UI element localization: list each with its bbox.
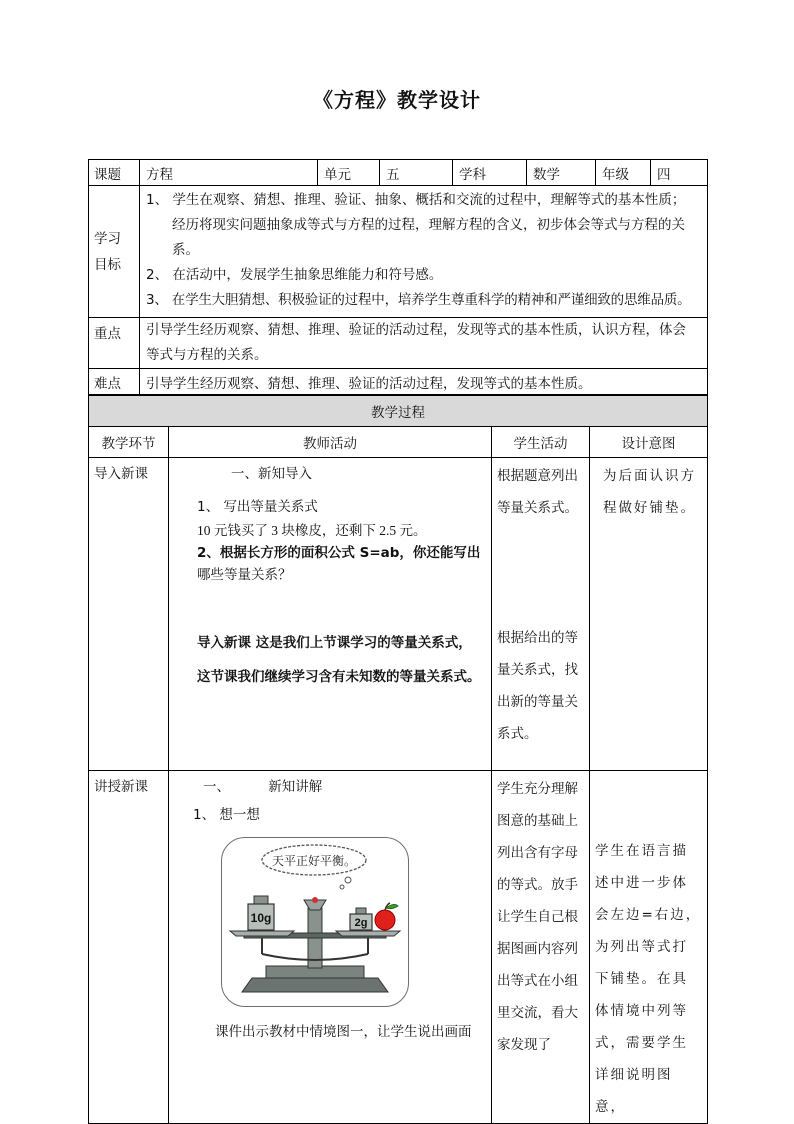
teach-caption: 课件出示教材中情境图一，让学生说出画面: [215, 1024, 472, 1040]
header-intent: 设计意图: [590, 427, 708, 458]
lead-item-2a: 2、根据长方形的面积公式 S=ab，你还能写出: [197, 545, 481, 561]
lead-student-activity: [492, 458, 590, 771]
discipline-value: 数学: [527, 160, 596, 186]
lead-stage: 导入新课: [89, 458, 169, 771]
teach-intent-text: 学生在语言描述中进一步体会左边=右边，为列出等式打下铺垫。在具体情境中列等式，需要学生详细说明图意，: [595, 843, 702, 1115]
goals-label: [89, 186, 140, 318]
lead-teacher-activity: [169, 458, 492, 771]
teach-intent: [590, 771, 708, 1124]
teach-row: [89, 771, 708, 1124]
subject-label: 课题: [89, 160, 140, 186]
info-row-key: [89, 318, 708, 369]
unit-label: 单元: [318, 160, 380, 186]
teach-student-text: 学生充分理解图意的基础上列出含有字母的等式。放手让学生自己根据图画内容列出等式在小组里交流，看大家发现了: [497, 781, 578, 1053]
lead-intent-text: 为后面认识方程做好铺垫。: [603, 468, 696, 516]
grade-value: 四: [651, 160, 708, 186]
subject-value: 方程: [140, 160, 318, 186]
lead-student-1: 根据题意列出等量关系式。: [497, 468, 578, 516]
process-section-title: 教学过程: [89, 396, 708, 427]
lead-item-1: 1、 写出等量关系式: [197, 499, 318, 515]
teach-heading-num: 一、: [203, 779, 230, 795]
header-teacher: 教师活动: [169, 427, 492, 458]
balance-scale-illustration: [221, 837, 409, 1007]
grade-label: 年级: [596, 160, 651, 186]
key-line: 等式与方程的关系。: [146, 347, 268, 363]
document-title: 《方程》教学设计: [313, 88, 481, 112]
lead-line-2: 10 元钱买了 3 块橡皮，还剩下 2.5 元。: [197, 523, 427, 538]
teach-item: 1、 想一想: [193, 807, 260, 823]
unit-value: 五: [380, 160, 453, 186]
lead-student-2: 根据给出的等量关系式，找出新的等量关系式。: [497, 630, 578, 742]
discipline-label: 学科: [453, 160, 527, 186]
header-student: 学生活动: [492, 427, 590, 458]
teach-teacher-activity: [169, 771, 492, 1124]
goal-line: 系。: [172, 242, 199, 258]
header-stage: 教学环节: [89, 427, 169, 458]
teach-student-activity: [492, 771, 590, 1124]
goals-content: [140, 186, 708, 318]
process-table: [88, 395, 708, 1124]
teach-heading-text: 新知讲解: [268, 779, 323, 795]
goals-label-line-2: 目标: [94, 256, 121, 273]
key-content: [140, 318, 708, 369]
info-row-difficulty: [89, 369, 708, 395]
teach-heading: [169, 771, 486, 803]
goal-line: 经历将现实问题抽象成等式与方程的过程，理解方程的含义，初步体会等式与方程的关: [172, 217, 685, 233]
bubble-text: 天平正好平衡。: [271, 854, 357, 868]
lead-heading: 一、新知导入: [231, 466, 312, 482]
goal-line: 3、 在学生大胆猜想、积极验证的过程中，培养学生尊重科学的精神和严谨细致的思维品质。: [146, 292, 691, 308]
process-header-row: [89, 427, 708, 458]
weight-right-label: 2g: [354, 917, 368, 929]
process-section-row: [89, 396, 708, 427]
lead-item-2b: 哪些等量关系？: [197, 567, 292, 583]
info-table: [88, 159, 708, 395]
key-line: 引导学生经历观察、猜想、推理、验证的活动过程，发现等式的基本性质，认识方程，体会: [146, 322, 686, 338]
lead-bold-paragraph: 导入新课 这是我们上节课学习的等量关系式，这节课我们继续学习含有未知数的等量关系式。: [197, 635, 481, 685]
teach-stage: 讲授新课: [89, 771, 169, 1124]
goals-label-line-1: 学习: [94, 230, 121, 247]
lead-intent: [590, 458, 708, 771]
weight-left-label: 10g: [250, 911, 272, 925]
info-row-goals: [89, 186, 708, 318]
goal-line: 1、 学生在观察、猜想、推理、验证、抽象、概括和交流的过程中，理解等式的基本性质；: [146, 192, 686, 208]
goal-line: 2、 在活动中，发展学生抽象思维能力和符号感。: [146, 267, 443, 283]
lead-row: [89, 458, 708, 771]
key-label: 重点: [89, 318, 140, 369]
balance-scale-icon: [222, 838, 408, 1006]
difficulty-label: 难点: [89, 369, 140, 395]
difficulty-value: 引导学生经历观察、猜想、推理、验证的活动过程，发现等式的基本性质。: [140, 369, 708, 395]
info-row-basic: [89, 160, 708, 186]
